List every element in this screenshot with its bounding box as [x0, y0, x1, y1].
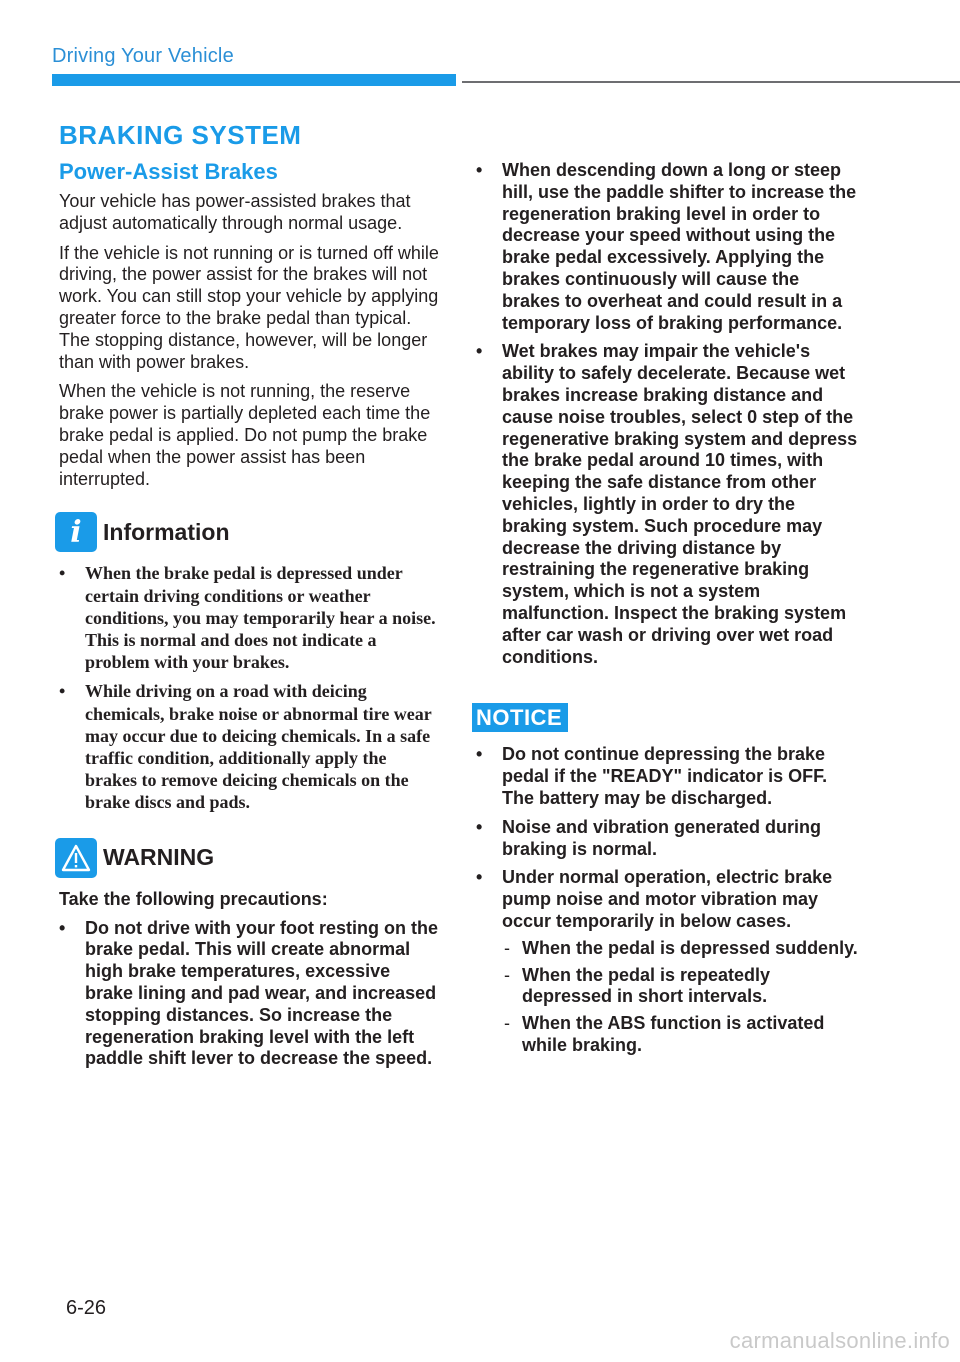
information-item: • When the brake pedal is depressed under certain driving conditions or weather conditions, you may temporarily hear a noise. This is normal and does not indicate a problem with your brakes. — [59, 562, 439, 673]
warning-intro: Take the following precautions: — [59, 888, 328, 909]
warning-item: • When descending down a long or steep hill, use the paddle shifter to increase the regeneration braking level in order to decrease your speed without using the brake pedal excessively. Applying the brakes continuously will cause the brakes to overheat and could result in a temporary loss of braking performance. — [476, 160, 860, 334]
body-paragraph: If the vehicle is not running or is turned off while driving, the power assist for the brakes will not work. You can still stop your vehicle by applying greater force to the brake pedal than typical. The stopping distance, however, will be longer than with power brakes. — [59, 242, 439, 372]
information-list — [59, 562, 439, 813]
chapter-title: Driving Your Vehicle — [52, 45, 234, 67]
notice-sub-item: - When the ABS function is activated while braking. — [502, 1013, 860, 1057]
header-rule-accent — [52, 74, 456, 86]
section-title: BRAKING SYSTEM — [59, 120, 302, 150]
information-item: • While driving on a road with deicing chemicals, brake noise or abnormal tire wear may occur due to deicing chemicals. In a safe traffic condition, additionally apply the brakes to remove deicing chemicals on the brake discs and pads. — [59, 680, 439, 813]
warning-item: • Do not drive with your foot resting on the brake pedal. This will create abnormal high brake temperatures, excessive brake lining and pad wear, and increased stopping distances. So increase the regeneration braking level with the left paddle shift lever to decrease the speed. — [59, 918, 439, 1071]
warning-item: • Wet brakes may impair the vehicle's ability to safely decelerate. Because wet brakes increase braking distance and cause noise troubles, select 0 step of the regenerative braking system and depress the brake pedal around 10 times, with keeping the safe distance from other vehicles, lightly in order to dry the braking system. Such procedure may decrease the driving distance by restraining the regenerative braking system, which is not a system malfunction. Inspect the braking system after car wash or driving over wet road conditions. — [476, 341, 860, 668]
information-label: Information — [103, 518, 230, 545]
warning-header — [55, 838, 439, 878]
right-column — [476, 160, 860, 1064]
body-paragraph: Your vehicle has power-assisted brakes that adjust automatically through normal usage. — [59, 191, 411, 233]
watermark: carmanualsonline.info — [729, 1328, 950, 1353]
notice-label: NOTICE — [472, 703, 568, 732]
notice-item-text: Under normal operation, electric brake pump noise and motor vibration may occur temporarily in below cases. — [502, 867, 833, 931]
notice-item: • Noise and vibration generated during braking is normal. — [476, 817, 860, 861]
page-number: 6-26 — [66, 1297, 107, 1319]
left-column — [59, 120, 439, 1077]
notice-item: • Do not continue depressing the brake pedal if the "READY" indicator is OFF. The battery may be discharged. — [476, 744, 860, 809]
warning-label: WARNING — [103, 844, 215, 871]
warning-list-left — [59, 918, 439, 1071]
warning-list-right — [476, 160, 860, 668]
notice-sub-list — [502, 938, 860, 1057]
subsection-title: Power-Assist Brakes — [59, 159, 278, 184]
info-icon: i — [55, 512, 97, 552]
notice-list — [476, 744, 860, 1056]
header-rule-divider — [462, 81, 960, 83]
notice-item — [476, 867, 860, 1056]
notice-sub-item: - When the pedal is depressed suddenly. — [502, 938, 860, 960]
body-paragraph: When the vehicle is not running, the reserve brake power is partially depleted each time the brake pedal is applied. Do not pump the brake pedal when the power assist has been interrupted. — [59, 381, 431, 489]
information-header — [55, 512, 439, 552]
warning-triangle-icon — [55, 838, 97, 878]
notice-sub-item: - When the pedal is repeatedly depressed in short intervals. — [502, 965, 860, 1009]
